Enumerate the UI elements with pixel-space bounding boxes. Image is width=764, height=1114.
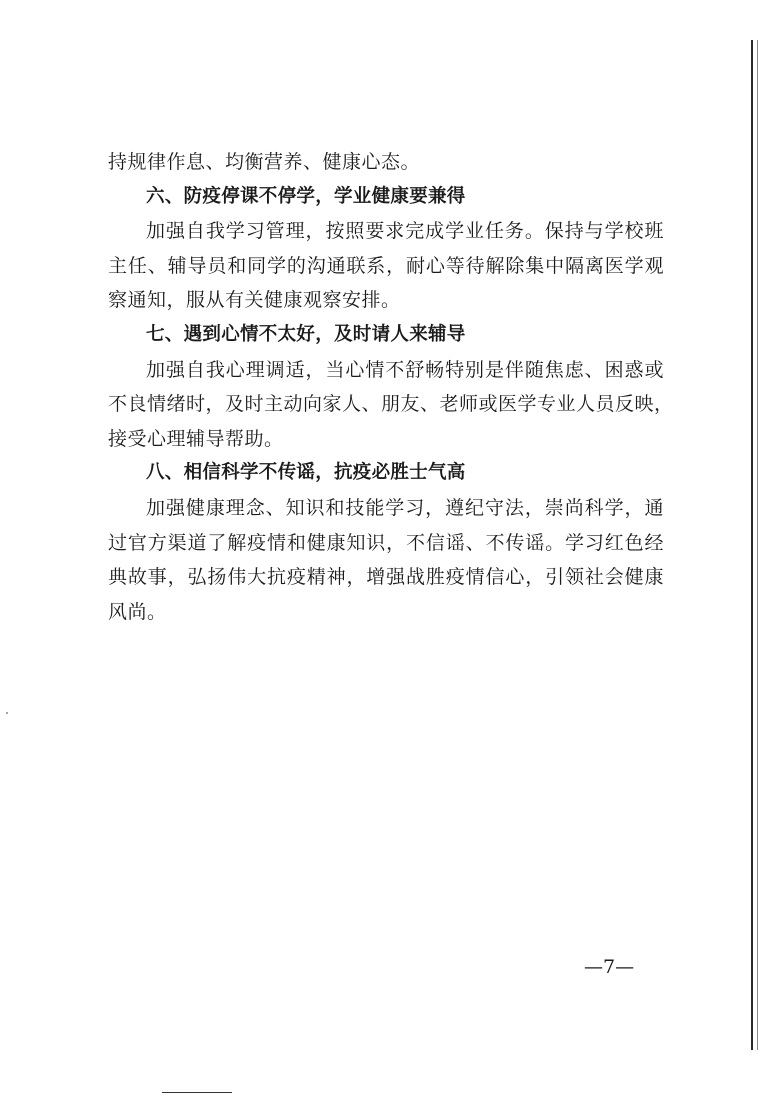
page-edge-line-secondary bbox=[757, 40, 758, 1050]
body-line: 察通知，服从有关健康观察安排。 bbox=[108, 289, 401, 312]
body-line: 主任、辅导员和同学的沟通联系，耐心等待解除集中隔离医学观 bbox=[108, 254, 664, 277]
body-line: 接受心理辅导帮助。 bbox=[108, 427, 284, 450]
document-body bbox=[108, 145, 674, 629]
body-line: 不良情绪时，及时主动向家人、朋友、老师或医学专业人员反映， bbox=[108, 393, 674, 416]
footnote-rule bbox=[162, 1092, 232, 1093]
section-heading-8: 八、相信科学不传谣，抗疫必胜士气高 bbox=[146, 462, 466, 484]
body-line: 典故事，弘扬伟大抗疫精神，增强战胜疫情信心，引领社会健康 bbox=[108, 566, 664, 589]
body-line: 过官方渠道了解疫情和健康知识，不信谣、不传谣。学习红色经 bbox=[108, 531, 664, 554]
body-line: 加强自我心理调适，当心情不舒畅特别是伴随焦虑、困惑或 bbox=[146, 358, 664, 381]
body-line: 风尚。 bbox=[108, 600, 167, 623]
scan-speck bbox=[6, 712, 8, 714]
body-line: 持规律作息、均衡营养、健康心态。 bbox=[108, 151, 421, 173]
page-edge-line bbox=[751, 40, 753, 1050]
section-heading-6: 六、防疫停课不停学，学业健康要兼得 bbox=[146, 185, 466, 207]
section-heading-7: 七、遇到心情不太好，及时请人来辅导 bbox=[146, 323, 466, 345]
page-number: —7— bbox=[584, 956, 635, 978]
body-line: 加强健康理念、知识和技能学习，遵纪守法，崇尚科学，通 bbox=[146, 496, 664, 519]
body-line: 加强自我学习管理，按照要求完成学业任务。保持与学校班 bbox=[146, 220, 664, 243]
